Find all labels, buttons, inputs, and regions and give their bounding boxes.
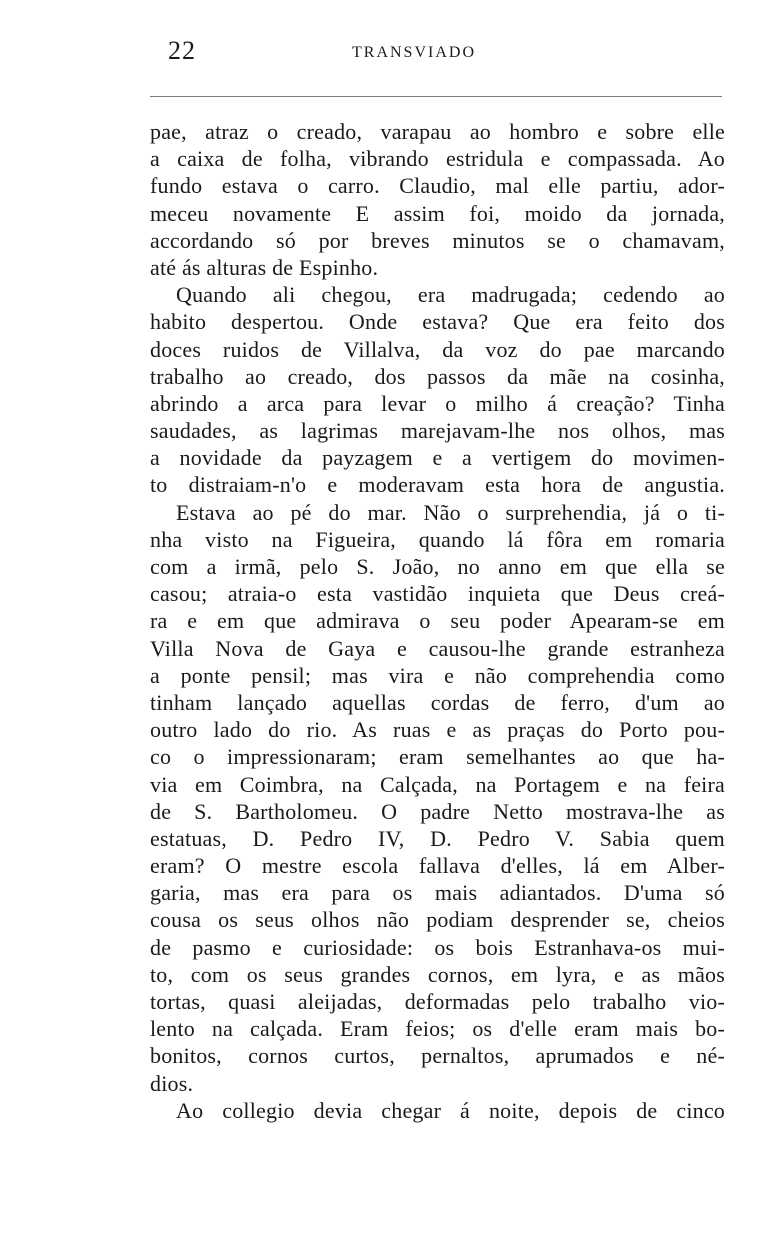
text-line: a novidade da payzagem e a vertigem do movimen- [150,445,725,471]
text-line: meceu novamente E assim foi, moido da jornada, [150,200,725,226]
text-line: nha visto na Figueira, quando lá fôra em romaria [150,526,725,552]
text-line: a caixa de folha, vibrando estridula e compassada. Ao [150,146,725,172]
text-line: casou; atraia-o esta vastidão inquieta que Deus creá- [150,581,725,607]
page-number: 22 [168,36,196,65]
text-line: Ao collegio devia chegar á noite, depois de cinco [176,1097,725,1123]
text-line: cousa os seus olhos não podiam desprender se, cheios [150,907,725,933]
text-line: ra e em que admirava o seu poder Apearam-se em [150,608,725,634]
text-line: abrindo a arca para levar o milho á creação? Tinha [150,390,725,416]
text-line: garia, mas era para os mais adiantados. D'uma só [150,880,725,906]
text-line: trabalho ao creado, dos passos da mãe na cosinha, [150,363,725,389]
running-title: TRANSVIADO [352,44,476,61]
text-line: a ponte pensil; mas vira e não comprehendia como [150,662,725,688]
text-line: saudades, as lagrimas marejavam-lhe nos olhos, mas [150,418,725,444]
text-line: habito despertou. Onde estava? Que era feito dos [150,309,725,335]
text-line: via em Coimbra, na Calçada, na Portagem e na feira [150,771,725,797]
text-line: com a irmã, pelo S. João, no anno em que ella se [150,554,725,579]
text-line: pae, atraz o creado, varapau ao hombro e sobre elle [150,119,725,144]
text-line: estatuas, D. Pedro IV, D. Pedro V. Sabia quem [150,825,725,851]
text-line: lento na calçada. Eram feios; os d'elle eram mais bo- [150,1016,725,1042]
text-line: Estava ao pé do mar. Não o surprehendia, já o ti- [176,499,725,525]
text-line: to distraiam-n'o e moderavam esta hora de angustia. [150,472,725,498]
text-line: bonitos, cornos curtos, pernaltos, aprumados e né- [150,1043,725,1069]
text-line: tortas, quasi aleijadas, deformadas pelo trabalho vio- [150,989,725,1014]
text-line: to, com os seus grandes cornos, em lyra, e as mãos [150,961,725,987]
text-line: de pasmo e curiosidade: os bois Estranhava-os mui- [150,934,725,960]
text-line: Quando ali chegou, era madrugada; cedendo ao [176,282,725,308]
text-line: accordando só por breves minutos se o chamavam, [150,227,725,253]
text-line: dios. [150,1070,194,1096]
text-line: Villa Nova de Gaya e causou-lhe grande estranheza [150,635,725,661]
text-line: de S. Bartholomeu. O padre Netto mostrava-lhe as [150,798,725,824]
text-line: fundo estava o carro. Claudio, mal elle partiu, ador- [150,173,725,199]
text-line: até ás alturas de Espinho. [150,254,379,280]
header-rule [150,96,722,97]
text-line: outro lado do rio. As ruas e as praças do Porto pou- [150,717,725,743]
text-line: doces ruidos de Villalva, da voz do pae marcando [150,336,725,362]
body-text [150,118,725,1124]
text-line: co o impressionaram; eram semelhantes ao que ha- [150,744,725,770]
text-line: tinham lançado aquellas cordas de ferro, d'um ao [150,689,725,715]
text-line: eram? O mestre escola fallava d'elles, lá em Alber- [150,853,725,879]
